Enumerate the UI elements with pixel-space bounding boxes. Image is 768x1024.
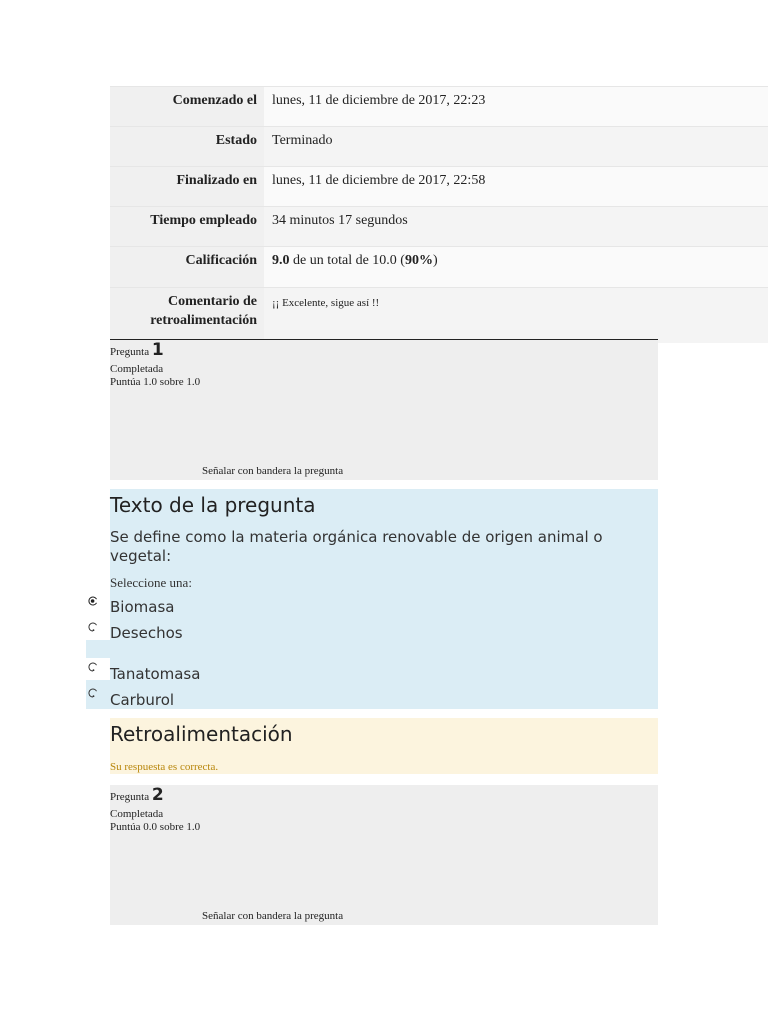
answer-option-carburol[interactable]: Carburol [110,691,175,709]
attempt-summary-table [110,86,768,343]
summary-label: Comenzado el [110,87,264,126]
summary-label-line: retroalimentación [150,313,257,328]
summary-label-line: Comentario de [167,294,257,309]
question-number [110,340,164,360]
grade-score: 9.0 [272,253,290,268]
summary-label: Estado [110,127,264,166]
select-one-label: Seleccione una: [110,575,192,590]
answer-option-desechos[interactable]: Desechos [110,624,183,642]
summary-value: Terminado [272,133,333,148]
question-grade: Puntúa 1.0 sobre 1.0 [110,376,201,388]
question-number-value: 1 [151,340,164,360]
question-grade: Puntúa 0.0 sobre 1.0 [110,821,201,833]
question-info-2 [110,785,658,925]
radio-unselected-icon[interactable] [88,622,98,632]
answer-option-tanatomasa[interactable]: Tanatomasa [110,665,201,683]
grade-close: ) [432,253,438,268]
feedback-box [110,718,658,774]
question-text-heading: Texto de la pregunta [110,493,316,517]
summary-row-time [110,206,768,246]
summary-row-finished [110,166,768,206]
summary-value: ¡¡ Excelente, sigue así !! [272,297,380,309]
grade-total: de un total de 10.0 ( [289,253,405,268]
summary-row-grade [110,246,768,287]
question-state: Completada [110,363,164,375]
summary-row-state [110,126,768,166]
question-state: Completada [110,808,164,820]
summary-label: Tiempo empleado [110,207,264,246]
flag-question-link[interactable]: Señalar con bandera la pregunta [202,465,344,477]
summary-label [110,288,264,343]
summary-value: 34 minutos 17 segundos [272,213,408,228]
summary-row-started [110,86,768,126]
question-number-value: 2 [151,785,164,805]
summary-value: lunes, 11 de diciembre de 2017, 22:23 [272,93,486,108]
feedback-message: Su respuesta es correcta. [110,761,219,773]
question-prefix: Pregunta [110,791,150,803]
radio-unselected-icon[interactable] [88,688,98,698]
summary-value [272,251,438,270]
summary-row-feedback [110,287,768,343]
summary-label: Finalizado en [110,167,264,206]
radio-selected-icon[interactable] [88,596,98,606]
question-prompt: Se define como la materia orgánica renovable de origen animal o vegetal: [110,528,603,565]
summary-value: lunes, 11 de diciembre de 2017, 22:58 [272,173,486,188]
feedback-heading: Retroalimentación [110,722,293,746]
answer-option-biomasa[interactable]: Biomasa [110,598,175,616]
question-number [110,785,164,805]
summary-label: Calificación [110,247,264,287]
flag-question-link[interactable]: Señalar con bandera la pregunta [202,910,344,922]
question-content-1 [110,489,658,709]
question-bg-extension [86,640,110,658]
question-prefix: Pregunta [110,346,150,358]
radio-unselected-icon[interactable] [88,662,98,672]
question-info-1 [110,340,658,480]
grade-percent: 90% [404,253,433,268]
